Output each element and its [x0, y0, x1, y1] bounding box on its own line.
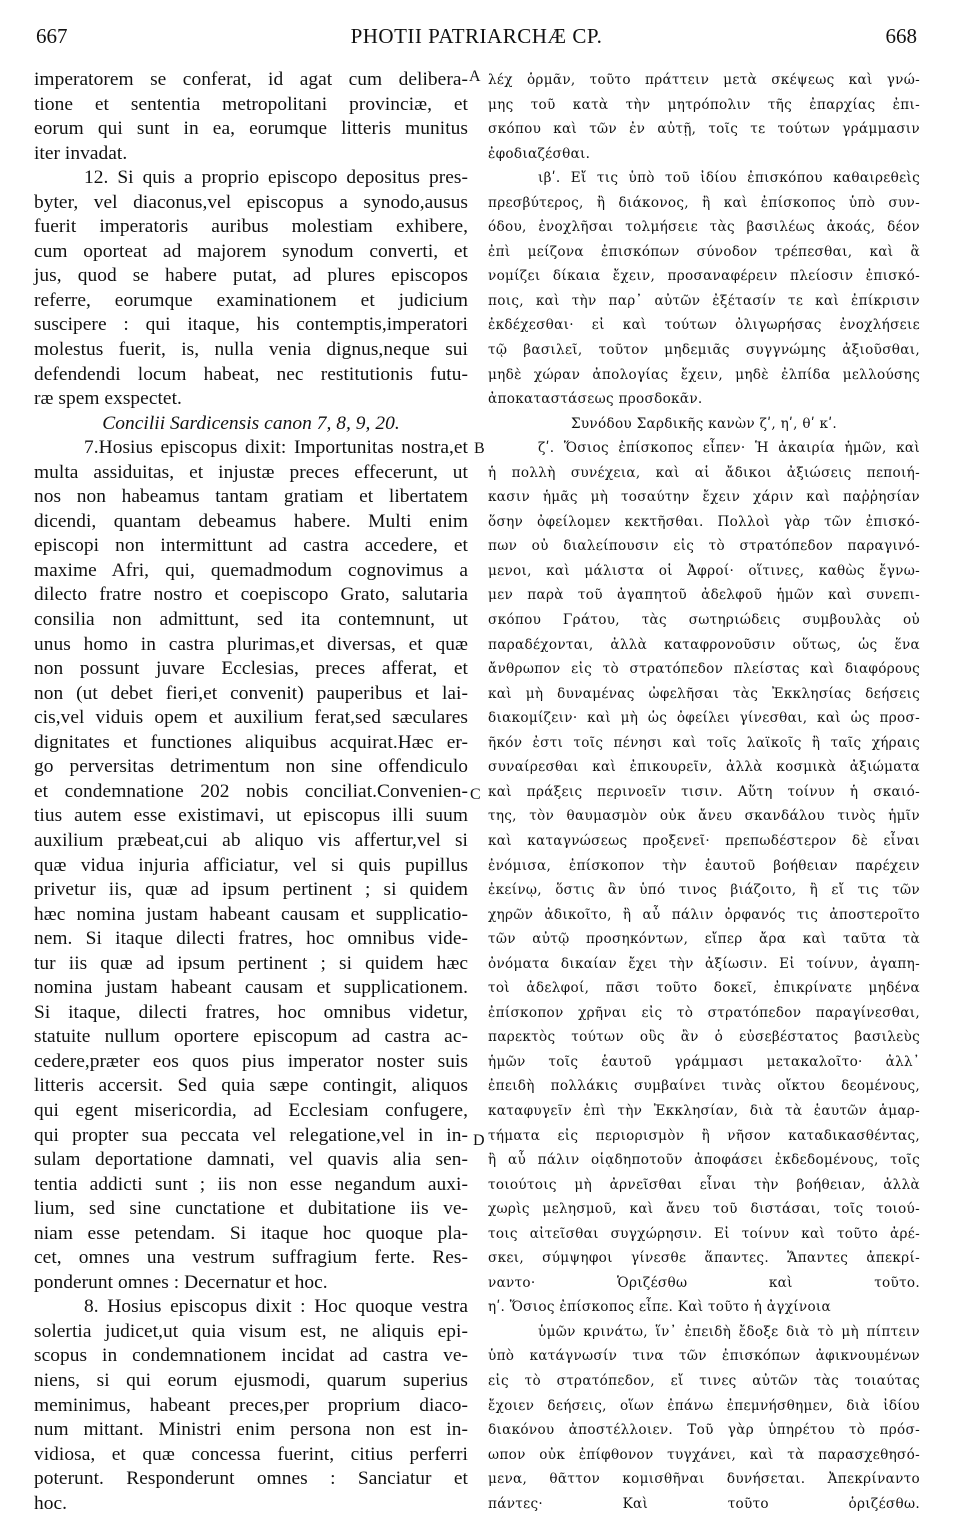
- latin-text-line: referre, eorumque examinationem et judicium: [34, 289, 468, 311]
- greek-text-line: ἡμῶν τοῖς ἑαυτοῦ γράμμασι μετακαλοῖτο· ἀλλ᾽: [488, 1053, 920, 1070]
- latin-text-line: tur iis quæ ad ipsum pertinent ; si quidem hæc: [34, 952, 468, 974]
- latin-text-line: ponderunt omnes : Decernatur et hoc.: [34, 1271, 328, 1293]
- greek-text-line: τήματα εἰς περιορισμὸν ἢ νῆσον καταδικασθέντας,: [488, 1127, 920, 1144]
- greek-text-line: ποις, καὶ τὴν παρ᾽ αὐτῶν ἐξέτασίν τε καὶ ἐπίκρισιν: [488, 292, 920, 309]
- latin-text-line: multa assiduitas, et injustæ preces effecerunt, ut: [34, 461, 468, 483]
- latin-text-line: tius autem esse existimavi, ut episcopus illi suum: [34, 805, 468, 827]
- greek-text-line: ἐφοδιαζέσθαι.: [488, 145, 591, 162]
- latin-text-line: litteris accersit. Sed quia sæpe contingit, aliquos: [34, 1075, 468, 1097]
- latin-text-line: statuite nullum oportere episcopum ad castra ac-: [34, 1026, 468, 1048]
- latin-text-line: sulam deportatione damnati, vel quavis alia sen-: [34, 1149, 468, 1171]
- latin-text-line: suscipere : qui itaque, his contemptis,imperatori: [34, 314, 468, 336]
- greek-text-line: μης τοῦ κατὰ τὴν μητρόπολιν τῆς ἐπαρχίας ἐπι-: [488, 96, 920, 113]
- greek-text-line: διακόνου ἀποστέλλοιεν. Τοῦ γὰρ ὑπηρέτου τὸ πρόσ-: [488, 1422, 920, 1439]
- greek-text-line: καὶ μὴ δυναμένας ὠφελῆσαι τὰς Ἐκκλησίας δεήσεις: [488, 685, 920, 702]
- greek-text-line: ἐκείνῳ, ὅστις ἂν ὑπό τινος βιάζοιτο, ἢ εἴ τις τῶν: [488, 882, 920, 899]
- latin-text-line: scopus in condemnationem incidat ad castra ve-: [34, 1345, 468, 1367]
- greek-text-line: ἐπὶ μείζονα ἐπισκόπων σύνοδον τρέπεσθαι, καὶ ἃ: [488, 243, 920, 260]
- latin-text-line: non possunt juvare Ecclesias, preces afferat, et: [34, 658, 468, 680]
- latin-text-line: go perversitas detrimentum non sine offendiculo: [34, 756, 468, 778]
- greek-text-line: ἀποκαταστάσεως προσδοκᾶν.: [488, 391, 703, 408]
- latin-text-line: et condemnatione 202 nobis conciliat.Convenien-: [34, 780, 468, 802]
- greek-text-line: σκόπου Γράτου, τὰς σωτηριώδεις συμβουλὰς οὐ: [488, 612, 920, 629]
- margin-marker-a: A: [469, 68, 481, 85]
- latin-text-line: vidiosa, et quæ concessa fuerint, citius perferri: [34, 1443, 468, 1465]
- latin-text-line: privetur iis, quæ ad ipsum pertinent ; si quidem: [34, 879, 468, 901]
- latin-text-line: tione et sententia metropolitani provinciæ, et: [34, 93, 468, 115]
- latin-text-line: auxilium præbeat,cui ab aliquo vis affertur,vel si: [34, 829, 468, 851]
- greek-text-line: καὶ καταγνώσεως προξενεῖ· πρεπωδέστερον δὲ εἶναι: [488, 832, 920, 849]
- latin-text-line: 12. Si quis a proprio episcopo depositus pres-: [84, 167, 468, 189]
- greek-text-line: ναντο· Ὁριζέσθω καὶ τοῦτο.: [488, 1274, 920, 1291]
- latin-text-line: num mittant. Ministri enim persona non est in-: [34, 1419, 468, 1441]
- greek-text-line: όδου, ἐνοχλῆσαι τολμήσειε τὰς βασιλέως ἀκοάς, δέον: [488, 219, 920, 236]
- greek-text-line: ἐπειδὴ πολλάκις συμβαίνει τινὰς οἴκτου δεομένους,: [488, 1078, 920, 1095]
- greek-text-line: σκει, σύμψηφοι γίνεσθε ἅπαντες. Ἅπαντες ἀπεκρί-: [488, 1250, 920, 1267]
- latin-text-line: hæc nomina justam habeant causam et supplicatio-: [34, 903, 468, 925]
- greek-text-line: συναίρεσθαι καὶ ἐπικουρεῖν, ἀλλὰ κοσμικὰ ἀξιώματα: [488, 759, 920, 776]
- page-header: [36, 24, 917, 58]
- greek-text-line: τοις αἰτεῖσθαι συγχώρησιν. Εἰ τοίνυν καὶ τοῦτο ἀρέ-: [488, 1225, 920, 1242]
- latin-text-line: 8. Hosius episcopus dixit : Hoc quoque vestra: [84, 1296, 468, 1318]
- greek-text-line: πάντες· Καὶ τοῦτο ὁριζέσθω.: [488, 1495, 920, 1512]
- latin-text-line: hoc.: [34, 1492, 68, 1514]
- greek-text-line: εἰς τὸ στρατόπεδον, εἴ τινες αὐτῶν τὰς τοιαύτας: [488, 1372, 920, 1389]
- latin-text-line: qui propter sua peccata vel relegatione,vel in in-: [34, 1124, 468, 1146]
- greek-text-line: Συνόδου Σαρδικῆς κανὼν ζʹ, ηʹ, θʹ κʹ.: [570, 415, 838, 432]
- latin-text-line: lium, sed sine cunctatione et dubitatione iis ve-: [34, 1198, 468, 1220]
- greek-text-line: τῶν αὐτῷ προσηκόντων, εἴπερ ἄρα καὶ ταῦτα τὰ: [488, 931, 920, 948]
- greek-text-line: μηδὲ χώραν ἀπολογίας ἔχειν, μηδὲ ἐλπίδα μελλούσης: [488, 366, 920, 383]
- right-page-number: 668: [885, 24, 917, 48]
- latin-text-line: dignitates et functiones aliquibus acquirat.Hæc er-: [34, 731, 468, 753]
- latin-text-line: unus homo in castra plurimas,et diversas, et quæ: [34, 633, 468, 655]
- latin-text-line: cet, omnes una vestrum suffragium ferte. Res-: [34, 1247, 468, 1269]
- greek-text-line: τοιούτοις μὴ ἀρνεῖσθαι εἶναι τὴν βοήθειαν, ἀλλὰ: [488, 1176, 920, 1193]
- latin-text-line: jus, quod se habere putat, ad plures episcopos: [34, 265, 468, 287]
- latin-text-line: non (ut debet fieri,et convenit) pauperibus et lai-: [34, 682, 468, 704]
- greek-text-line: καὶ πράξεις περινοεῖν τισιν. Αὕτη τοίνυν ἡ σκαιό-: [488, 783, 920, 800]
- margin-marker-c: C: [470, 786, 481, 803]
- greek-text-line: μενα, θᾶττον κομισθῆναι δυνήσεται. Ἀπεκρίναντο: [488, 1471, 920, 1488]
- greek-text-line: ωπον οὐκ ἐπίφθονον τυγχάνει, καὶ τὰ παρασχεθησό-: [488, 1446, 920, 1463]
- greek-text-line: τῷ βασιλεῖ, τοῦτον μηδεμιᾶς συγγνώμης ἀξιοῦσθαι,: [488, 342, 920, 359]
- latin-text-line: niens, si qui eorum ejusmodi, quarum superius: [34, 1369, 468, 1391]
- greek-text-line: τοὶ ἀδελφοί, πᾶσι τοῦτο δοκεῖ, ἐπικρίνατε μηδένα: [488, 980, 920, 997]
- latin-text-line: nomina justam habeant causam et supplicationem.: [34, 977, 468, 999]
- greek-text-line: παρεκτὸς τούτων οὓς ἂν ὁ εὐσεβέστατος βασιλεὺς: [488, 1029, 920, 1046]
- greek-text-line: ἡ πολλὴ συνέχεια, καὶ αἱ ἄδικοι ἀξιώσεις πεποιή-: [488, 464, 920, 481]
- latin-text-line: imperatorem se conferat, id agat cum delibera-: [34, 69, 468, 90]
- margin-marker-b: B: [474, 440, 485, 457]
- latin-text-line: cis,vel viduis opem et auxilium ferat,sed sæculares: [34, 707, 468, 729]
- greek-text-line: ῆκόν ἐστι τοῖς πένησι καὶ τοῖς λαϊκοῖς ἢ ταῖς χήραις: [488, 734, 920, 751]
- latin-column: [34, 68, 468, 1516]
- running-title: PHOTII PATRIARCHÆ CP.: [350, 24, 603, 48]
- latin-text-line: Si itaque, dilecti fratres, hoc omnibus videtur,: [34, 1001, 468, 1023]
- greek-text-line: ὑπὸ κατάγνωσίν τινα τῶν ἐπισκόπων ἀφικνουμένων: [488, 1348, 920, 1365]
- latin-text-line: solertia judicet,ut quia visum est, ne aliquis epi-: [34, 1320, 468, 1342]
- greek-text-line: χηρῶν ἀδικοῖτο, ἢ αὖ πάλιν ὀρφανός τις ἀποστεροῖτο: [488, 906, 920, 923]
- greek-text-line: μεν παρὰ τοῦ ἀγαπητοῦ ἀδελφοῦ ἡμῶν καὶ συνεπι-: [488, 587, 920, 604]
- latin-text-line: Concilii Sardicensis canon 7, 8, 9, 20.: [102, 412, 400, 434]
- latin-text-line: maxime Afri, qui, quemadmodum cognovimus a: [34, 559, 468, 581]
- greek-text-line: κασιν ἡμᾶς μὴ τοσαύτην ἔχειν χάριν καὶ παῤῥησίαν: [488, 489, 920, 506]
- greek-text-line: σκόπου καὶ τῶν ἐν αὐτῇ, τοῖς τε τούτων γράμμασιν: [488, 121, 920, 138]
- greek-text-line: νομίζει δίκαια ἔχειν, προσαναφέρειν πλείοσιν ἐπισκό-: [488, 268, 920, 285]
- latin-text-line: eorum qui sunt in ea, eorumque litteris munitus: [34, 118, 468, 140]
- latin-text-line: molestus fuerit, is, nulla venia dignus,neque sui: [34, 339, 468, 361]
- latin-text-line: dicendi, quantam debeamus habere. Multi enim: [34, 510, 468, 532]
- greek-text-line: της, τὸν θαυμασμὸν οὐκ ἄνευ σκανδάλου τινὸς ἡμῖν: [488, 808, 920, 825]
- greek-text-line: ηʹ. Ὅσιος ἐπίσκοπος εἶπε. Καὶ τοῦτο ἡ ἀγχίνοια: [488, 1299, 832, 1316]
- greek-text-line: πων οὐ διαλείπουσιν εἰς τὸ στρατόπεδον παραγινό-: [488, 538, 920, 555]
- latin-text-line: poterunt. Responderunt omnes : Sanciatur et: [34, 1468, 468, 1490]
- greek-text-line: ὅσην ὀφείλομεν κεκτῆσθαι. Πολλοὶ γὰρ τῶν ἐπισκό-: [488, 513, 920, 530]
- left-page-number: 667: [36, 24, 68, 48]
- greek-text-line: καταφυγεῖν ἐπὶ τὴν Ἐκκλησίαν, διὰ τὰ ἑαυτῶν ἁμαρ-: [488, 1102, 920, 1119]
- latin-text-line: meminimus, habeant preces,per proprium diaco-: [34, 1394, 468, 1416]
- latin-text-line: byter, vel diaconus,vel episcopus a synodo,ausus: [34, 191, 468, 213]
- greek-text-line: χωρὶς μελησμοῦ, καὶ ἄνευ τοῦ διστάσαι, τοῖς τοιού-: [488, 1201, 920, 1218]
- greek-text-line: μενοι, καὶ μάλιστα οἱ Ἀφροί· οἵτινες, καθὼς ἔγνω-: [488, 562, 920, 579]
- latin-text-line: qui egent misericordia, ad Ecclesiam confugere,: [34, 1099, 468, 1121]
- greek-text-line: ἔχοιεν δεήσεις, οἵων ἐπάνω ἐπεμνήσθημεν, διὰ ἰδίου: [488, 1397, 920, 1414]
- greek-text-line: λέχ ὁρμᾶν, τοῦτο πράττειν μετὰ σκέψεως καὶ γνώ-: [488, 72, 920, 88]
- latin-text-line: quæ vidua injuria afficiatur, vel si quis pupillus: [34, 854, 468, 876]
- latin-text-line: defendendi locum habeat, nec restitutionis futu-: [34, 363, 468, 385]
- latin-text-line: tentia addicti sunt ; iis non esse negandum auxi-: [34, 1173, 468, 1195]
- latin-text-line: episcopi non intermittunt ad castra accedere, et: [34, 535, 468, 557]
- latin-text-line: fuerit imperatoris auribus molestiam exhibere,: [34, 216, 468, 238]
- greek-text-line: ἢ αὖ πάλιν οἱᾳδηποτοῦν ἀποφάσει ἐκδεδομένους, τοῖς: [488, 1152, 920, 1169]
- greek-text-line: ὑμῶν κρινάτω, ἵν᾽ ἐπειδὴ ἔδοξε διὰ τὸ μὴ πίπτειν: [538, 1323, 920, 1340]
- latin-text-line: niam esse petendam. Si itaque hoc quoque pla-: [34, 1222, 468, 1244]
- greek-text-line: ἄνθρωπον εἰς τὸ στρατόπεδον πλείστας καὶ διαφόρους: [488, 661, 920, 678]
- latin-text-line: dilecto fratre nostro et coepiscopo Grato, salutaria: [34, 584, 468, 606]
- greek-text-line: ἐκδέχεσθαι· εἰ καὶ τούτων ὀλιγωρήσας ἐνοχλήσειε: [488, 317, 920, 334]
- latin-text-line: nem. Si itaque dilecti fratres, hoc omnibus vide-: [34, 928, 468, 950]
- latin-text-line: cedere,præter eos quos pius imperator noster suis: [34, 1050, 468, 1072]
- latin-text-line: nos non habeamus tantam gratiam et libertatem: [34, 486, 468, 508]
- greek-text-line: ζʹ. Ὅσιος ἐπίσκοπος εἶπεν· Ἡ ἀκαιρία ἡμῶν, καὶ: [538, 440, 920, 457]
- greek-text-line: διακομίζειν· καὶ μὴ ὡς ὀφείλει γίνεσθαι, καὶ ὡς προσ-: [488, 710, 920, 727]
- margin-marker-d: D: [473, 1132, 485, 1149]
- greek-text-line: ιβʹ. Εἴ τις ὑπὸ τοῦ ἰδίου ἐπισκόπου καθαιρεθεὶς: [538, 170, 920, 187]
- latin-text-line: 7.Hosius episcopus dixit: Importunitas nostra,et: [84, 437, 468, 459]
- latin-text-line: cum oporteat ad majorem synodum converti, et: [34, 240, 468, 262]
- greek-text-line: παραδέχονται, ἀλλὰ καταφρονοῦσιν οὕτως, ὡς ἕνα: [488, 636, 920, 653]
- latin-text-line: ræ spem exspectet.: [34, 388, 182, 410]
- greek-text-line: ἐπίσκοπον χρῆναι εἰς τὸ στρατόπεδον παραγίνεσθαι,: [488, 1004, 920, 1021]
- latin-text-line: iter invadat.: [34, 142, 128, 164]
- latin-text-line: consilia non admittunt, sed ita contemnunt, ut: [34, 609, 468, 631]
- greek-text-line: πρεσβύτερος, ἢ διάκονος, ἢ καὶ ἐπίσκοπος ὑπὸ συν-: [488, 194, 920, 211]
- greek-text-line: ὀνόματα δικαίαν ἔχει τὴν ἀξίωσιν. Εἰ τοίνυν, ἀγαπη-: [488, 955, 920, 972]
- greek-text-line: ἐνόμισα, ἐπίσκοπον τὴν ἑαυτοῦ βοήθειαν παρέχειν: [488, 857, 920, 874]
- greek-column: [488, 68, 920, 1516]
